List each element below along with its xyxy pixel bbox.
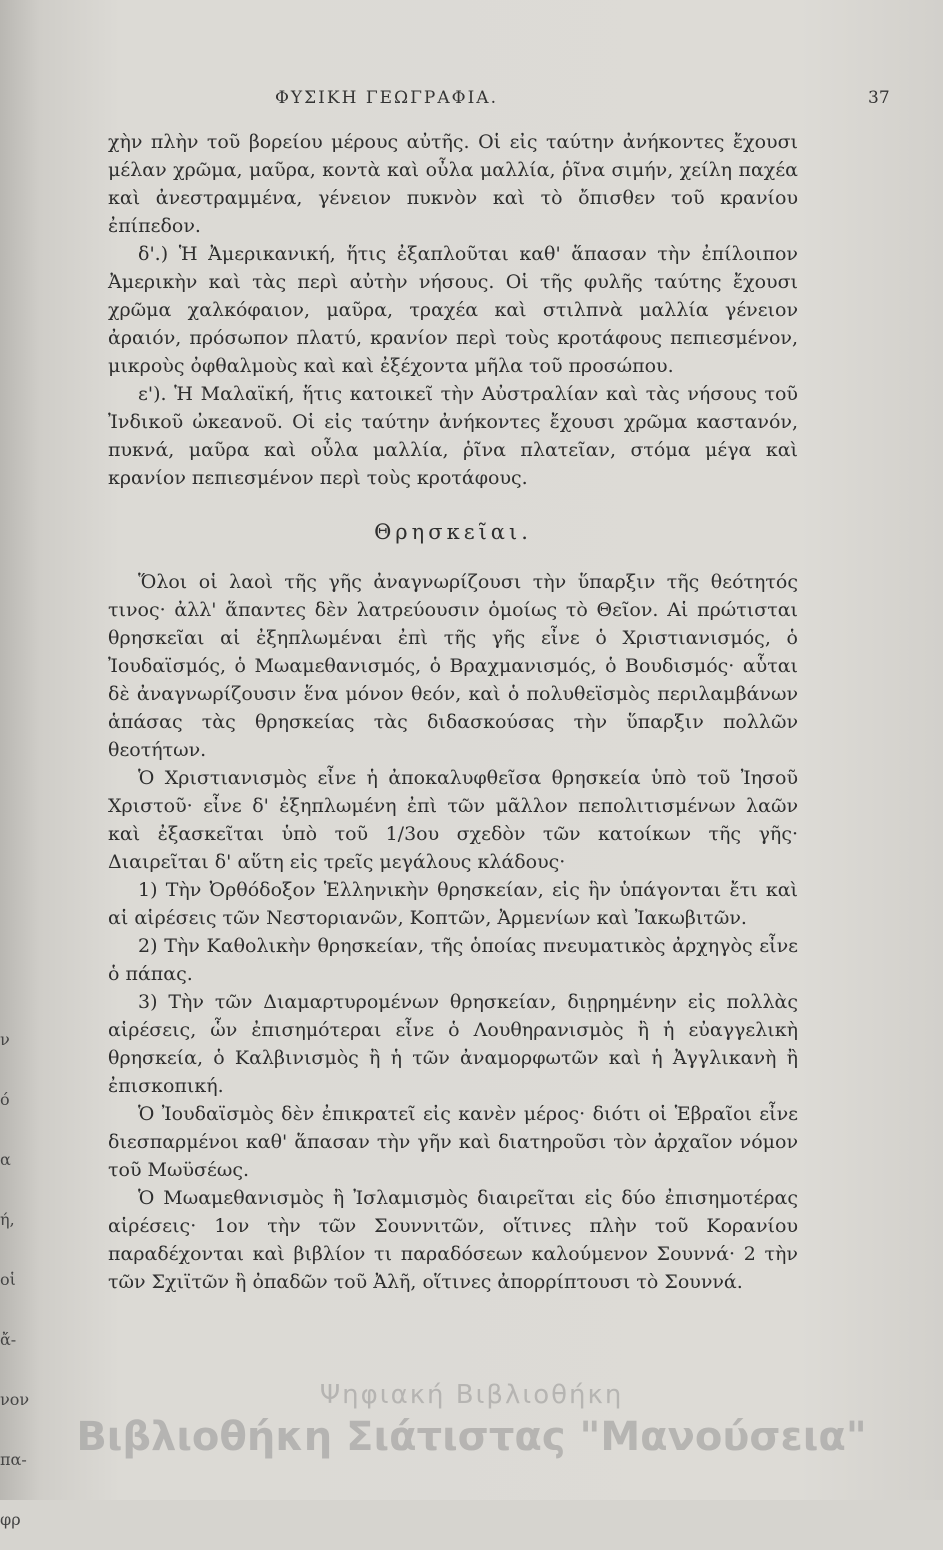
- section-title: Θρησκεῖαι.: [374, 520, 532, 544]
- paragraph: ε'). Ἡ Μαλαϊκή, ἥτις κατοικεῖ τὴν Αὐστραλίαν καὶ τὰς νήσους τοῦ Ἰνδικοῦ ὠκεανοῦ. Οἱ εἰς ταύτην ἀνήκοντες ἔχουσι χρῶμα καστανόν, πυκνά, μαῦρα καὶ οὖλα μαλλία, ῥῖνα πλατεῖαν, στόμα μέγα καὶ κρανίον πεπιεσμένον περὶ τοὺς κροτάφους.: [108, 383, 798, 489]
- margin-fragment: φρ: [0, 1510, 21, 1529]
- left-margin-fragments: [0, 1010, 30, 1550]
- running-title: ΦΥΣΙΚΗ ΓΕΩΓΡΑΦΙΑ.: [275, 88, 498, 108]
- margin-fragment: α: [0, 1150, 11, 1169]
- paragraph: 1) Τὴν Ὀρθόδοξον Ἑλληνικὴν θρησκείαν, εἰς ἣν ὑπάγονται ἔτι καὶ αἱ αἱρέσεις τῶν Νεστοριανῶν, Κοπτῶν, Ἀρμενίων καὶ Ἰακωβιτῶν.: [108, 879, 798, 929]
- margin-fragment: ό: [0, 1090, 10, 1109]
- paragraph: Ὁ Μωαμεθανισμὸς ἢ Ἰσλαμισμὸς διαιρεῖται εἰς δύο ἐπισημοτέρας αἱρέσεις· 1ον τὴν τῶν Σουννιτῶν, οἵτινες πλὴν τοῦ Κορανίου παραδέχονται καὶ βιβλίον τι παραδόσεων καλούμενον Σουννά· 2 τὴν τῶν Σχιϊτῶν ἢ ὀπαδῶν τοῦ Ἀλῆ, οἵτινες ἀπορρίπτουσι τὸ Σουννά.: [108, 1187, 798, 1293]
- page-body: [108, 128, 798, 1296]
- page-number: 37: [868, 88, 890, 108]
- paragraph: 2) Τὴν Καθολικὴν θρησκείαν, τῆς ὁποίας πνευματικὸς ἀρχηγὸς εἶνε ὁ πάπας.: [108, 935, 798, 985]
- paragraph: δ'.) Ἡ Ἀμερικανική, ἥτις ἐξαπλοῦται καθ' ἅπασαν τὴν ἐπίλοιπον Ἀμερικὴν καὶ τὰς περὶ αὐτὴν νήσους. Οἱ τῆς φυλῆς ταύτης ἔχουσι χρῶμα χαλκόφαιον, μαῦρα, τραχέα καὶ στιλπνὰ μαλλία γένειον ἀραιόν, πρόσωπον πλατύ, κρανίον περὶ τοὺς κροτάφους πεπιεσμένον, μικροὺς ὀφθαλμοὺς καὶ καὶ ἐξέχοντα μῆλα τοῦ προσώπου.: [108, 243, 798, 377]
- paragraph: 3) Τὴν τῶν Διαμαρτυρομένων θρησκείαν, διῃρημένην εἰς πολλὰς αἱρέσεις, ὧν ἐπισημότεραι εἶνε ὁ Λουθηρανισμὸς ἢ ἡ εὐαγγελικὴ θρησκεία, ὁ Καλβινισμὸς ἢ ἡ τῶν ἀναμορφωτῶν καὶ ἡ Ἀγγλικανὴ ἢ ἐπισκοπική.: [108, 991, 798, 1097]
- watermark-line-1: Ψηφιακή Βιβλιοθήκη: [319, 1380, 624, 1410]
- margin-fragment: ἄ-: [0, 1330, 17, 1349]
- margin-fragment: νον: [0, 1390, 30, 1409]
- paragraph: Ὁ Χριστιανισμὸς εἶνε ἡ ἀποκαλυφθεῖσα θρησκεία ὑπὸ τοῦ Ἰησοῦ Χριστοῦ· εἶνε δ' ἐξηπλωμένη ἐπὶ τῶν μᾶλλον πεπολιτισμένων λαῶν καὶ ἐξασκεῖται ὑπὸ τοῦ 1/3ου σχεδὸν τῶν κατοίκων τῆς γῆς· Διαιρεῖται δ' αὕτη εἰς τρεῖς μεγάλους κλάδους·: [108, 767, 798, 873]
- watermark-line-2: Βιβλιοθήκη Σιάτιστας "Μανούσεια": [76, 1414, 867, 1460]
- margin-fragment: ή,: [0, 1210, 15, 1229]
- margin-fragment: ν: [0, 1030, 10, 1049]
- paragraph: Ὁ Ἰουδαϊσμὸς δὲν ἐπικρατεῖ εἰς κανὲν μέρος· διότι οἱ Ἑβραῖοι εἶνε διεσπαρμένοι καθ' ἅπασαν τὴν γῆν καὶ διατηροῦσι τὸν ἀρχαῖον νόμον τοῦ Μωϋσέως.: [108, 1103, 798, 1181]
- paragraph: Ὅλοι οἱ λαοὶ τῆς γῆς ἀναγνωρίζουσι τὴν ὕπαρξιν τῆς θεότητός τινος· ἀλλ' ἅπαντες δὲν λατρεύουσιν ὁμοίως τὸ Θεῖον. Αἱ πρώτισται θρησκεῖαι αἱ ἐξηπλωμέναι ἐπὶ τῆς γῆς εἶνε ὁ Χριστιανισμός, ὁ Ἰουδαϊσμός, ὁ Μωαμεθανισμός, ὁ Βραχμανισμός, ὁ Βουδισμός· αὗται δὲ ἀναγνωρίζουσιν ἕνα μόνον θεόν, καὶ ὁ πολυθεϊσμὸς περιλαμβάνων ἁπάσας τὰς θρησκείας τὰς διδασκούσας τὴν ὕπαρξιν πολλῶν θεοτήτων.: [108, 571, 798, 761]
- margin-fragment: οἱ: [0, 1270, 16, 1289]
- paragraph: χὴν πλὴν τοῦ βορείου μέρους αὐτῆς. Οἱ εἰς ταύτην ἀνήκοντες ἔχουσι μέλαν χρῶμα, μαῦρα, κοντὰ καὶ οὖλα μαλλία, ῥῖνα σιμήν, χείλη παχέα καὶ ἀνεστραμμένα, γένειον πυκνὸν καὶ τὸ ὄπισθεν τοῦ κρανίου ἐπίπεδον.: [108, 131, 798, 237]
- library-watermark: [0, 1380, 943, 1460]
- margin-fragment: πα-: [0, 1450, 27, 1469]
- page-header: [0, 88, 943, 118]
